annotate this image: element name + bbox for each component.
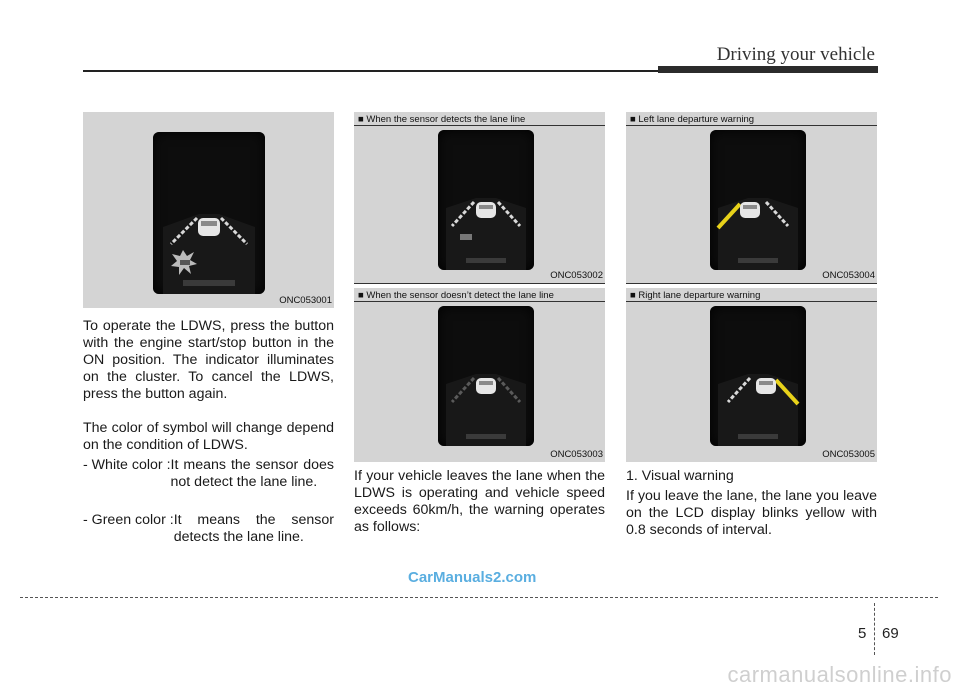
figure-sensor-detects: [354, 112, 605, 284]
item-text: It means the sensor detects the lane line.: [173, 512, 334, 545]
col1-item-white: [83, 457, 334, 491]
item-label: - Green color :: [83, 512, 174, 528]
road-scene: [438, 306, 534, 446]
page-number: 69: [882, 625, 899, 642]
cluster-display: [710, 130, 806, 270]
figure-caption: ■ When the sensor doesn’t detect the lane line: [358, 290, 554, 301]
road-scene: [153, 132, 265, 294]
figure-sensor-not-detect: [354, 288, 605, 462]
road-scene: [438, 130, 534, 270]
figure-ldws-indicator: [83, 112, 334, 308]
cluster-display: [710, 306, 806, 446]
col1-paragraph-2: The color of symbol will change depend on the condition of LDWS.: [83, 420, 334, 453]
cluster-display: [438, 306, 534, 446]
cluster-display: [438, 130, 534, 270]
figure-right-departure: [626, 288, 877, 462]
footer-rule: [20, 597, 938, 598]
road-scene: [710, 130, 806, 270]
col1-item-green: [83, 512, 334, 546]
figure-code: ONC053004: [822, 270, 875, 281]
cluster-display: [153, 132, 265, 294]
item-label: - White color :: [83, 457, 171, 473]
figure-caption: ■ When the sensor detects the lane line: [358, 114, 526, 125]
header-rule: [83, 70, 743, 72]
figure-code: ONC053001: [279, 295, 332, 306]
footer-site-watermark: carmanualsonline.info: [727, 662, 952, 687]
figure-code: ONC053003: [550, 449, 603, 460]
watermark-link[interactable]: CarManuals2.com: [408, 569, 537, 586]
item-text: It means the sensor does not detect the lane line.: [170, 457, 334, 490]
figure-code: ONC053005: [822, 449, 875, 460]
section-title: Driving your vehicle: [716, 44, 875, 65]
road-scene: [710, 306, 806, 446]
col2-paragraph: If your vehicle leaves the lane when the LDWS is operating and vehicle speed exceeds 60km/h, the warning operates as follows:: [354, 468, 605, 535]
col1-paragraph-1: To operate the LDWS, press the button with the engine start/stop button in the ON position. The indicator illuminates on the cluster. To cancel the LDWS, press the button again.: [83, 318, 334, 402]
header-rule-accent: [658, 66, 878, 73]
page-number-divider: [874, 603, 875, 655]
figure-code: ONC053002: [550, 270, 603, 281]
col3-paragraph: If you leave the lane, the lane you leave on the LCD display blinks yellow with 0.8 seconds of interval.: [626, 488, 877, 538]
col3-heading: 1. Visual warning: [626, 468, 734, 484]
figure-left-departure: [626, 112, 877, 284]
chapter-number: 5: [858, 625, 867, 642]
figure-caption: ■ Right lane departure warning: [630, 290, 761, 301]
figure-caption: ■ Left lane departure warning: [630, 114, 755, 125]
